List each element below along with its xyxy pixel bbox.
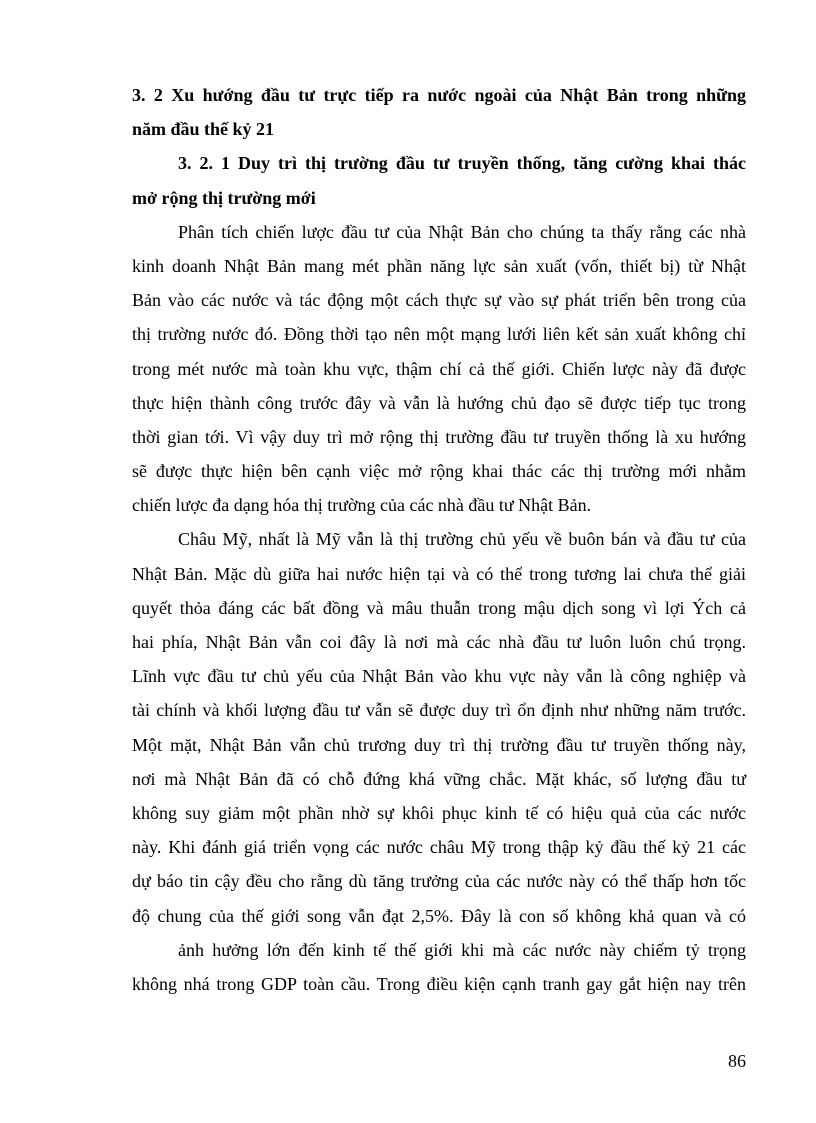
text-line: Nhật Bản. Mặc dù giữa hai nước hiện tại và có thể trong tương lai chưa thể giải [132, 563, 746, 584]
section-heading [132, 78, 746, 146]
text-line: thời gian tới. Vì vậy duy trì mở rộng thị trường đầu tư truyền thống là xu hướng [132, 426, 746, 447]
text-line: quyết thỏa đáng các bất đồng và mâu thuẫn trong mậu dịch song vì lợi Ých cả [132, 597, 746, 618]
text-line: kinh doanh Nhật Bản mang mét phần năng lực sản xuất (vốn, thiết bị) từ Nhật [132, 255, 746, 276]
text-line: không suy giảm một phần nhờ sự khôi phục kinh tế có hiệu quả của các nước [132, 802, 746, 823]
text-line: dự báo tin cậy đều cho rằng dù tăng trưởng của các nước này có thể thấp hơn tốc [132, 871, 746, 892]
text-line: năm đầu thế kỷ 21 [132, 119, 275, 140]
text-line: sẽ được thực hiện bên cạnh việc mở rộng khai thác các thị trường mới nhằm [132, 461, 746, 482]
text-line: nơi mà Nhật Bản đã có chỗ đứng khá vững chắc. Mặt khác, số lượng đầu tư [132, 768, 746, 789]
text-line: tài chính và khối lượng đầu tư vẫn sẽ được duy trì ổn định như những năm trước. [132, 700, 746, 721]
text-line: Một mặt, Nhật Bản vẫn chủ trương duy trì thị trường đầu tư truyền thống này, [132, 734, 746, 755]
text-line: hai phía, Nhật Bản vẫn coi đây là nơi mà các nhà đầu tư luôn luôn chú trọng. [132, 632, 746, 652]
subsection-heading [132, 146, 746, 214]
text-line: ảnh hưởng lớn đến kinh tế thế giới khi mà các nước này chiếm tỷ trọng [178, 939, 746, 960]
text-line: mở rộng thị trường mới [132, 187, 316, 208]
page-number: 86 [728, 1051, 746, 1071]
text-line: chiến lược đa dạng hóa thị trường của các nhà đầu tư Nhật Bản. [132, 495, 592, 516]
text-line: thị trường nước đó. Đồng thời tạo nên một mạng lưới liên kết sản xuất không chỉ [132, 324, 746, 345]
paragraph [132, 933, 746, 1001]
text-line: trong mét nước mà toàn khu vực, thậm chí cả thế giới. Chiến lược này đã được [132, 358, 746, 379]
text-line: độ chung của thế giới song vẫn đạt 2,5%. Đây là con số không khả quan và có [132, 905, 746, 926]
text-line: Bản vào các nước và tác động một cách thực sự vào sự phát triển bên trong của [132, 290, 746, 311]
text-line: không nhá trong GDP toàn cầu. Trong điều kiện cạnh tranh gay gắt hiện nay trên [132, 973, 746, 994]
paragraph [132, 215, 746, 523]
text-line: thực hiện thành công trước đây và vẫn là hướng chủ đạo sẽ được tiếp tục trong [132, 392, 746, 413]
text-line: 3. 2. 1 Duy trì thị trường đầu tư truyền thống, tăng cường khai thác [178, 153, 746, 174]
text-line: Châu Mỹ, nhất là Mỹ vẫn là thị trường chủ yếu về buôn bán và đầu tư của [178, 529, 746, 550]
page-body [132, 78, 746, 1001]
text-line: này. Khi đánh giá triển vọng các nước châu Mỹ trong thập kỷ đầu thế kỷ 21 các [132, 837, 746, 858]
text-line: Lĩnh vực đầu tư chủ yếu của Nhật Bản vào khu vực này vẫn là công nghiệp và [132, 666, 746, 687]
paragraph [132, 522, 746, 932]
text-line: Phân tích chiến lược đầu tư của Nhật Bản cho chúng ta thấy rằng các nhà [178, 221, 746, 242]
text-line: 3. 2 Xu hướng đầu tư trực tiếp ra nước ngoài của Nhật Bản trong những [132, 85, 746, 105]
